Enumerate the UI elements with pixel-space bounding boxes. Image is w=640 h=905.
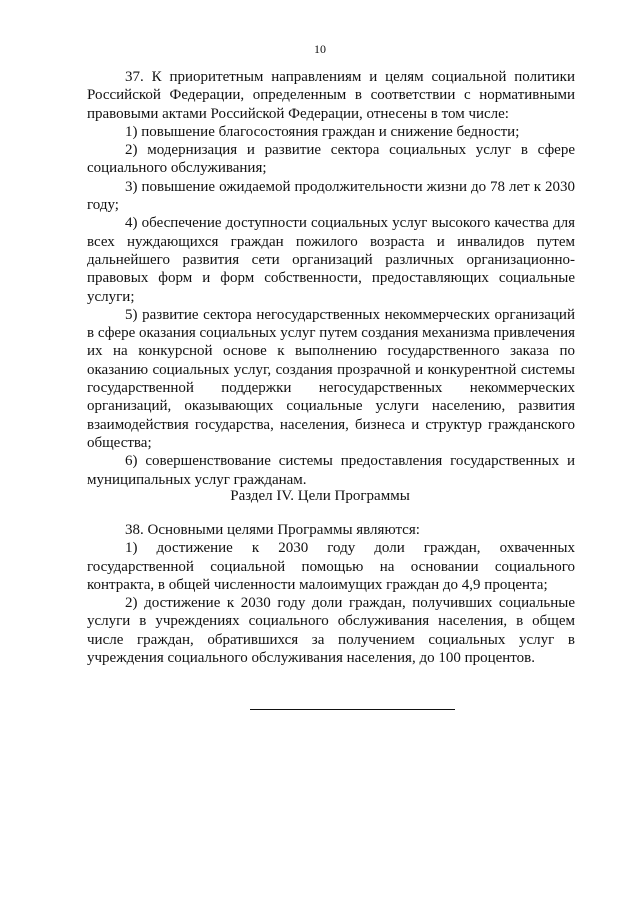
list-item-38-1: 1) достижение к 2030 году доли граждан, охваченных государственной социальной помощью на основании социального контракта, в общей численности малоимущих граждан до 4,9 процента;	[87, 540, 575, 593]
paragraph-38-intro: 38. Основными целями Программы являются:	[125, 522, 420, 538]
section-38-block	[87, 521, 575, 667]
section-heading: Раздел IV. Цели Программы	[230, 488, 410, 504]
list-item-37-2: 2) модернизация и развитие сектора социальных услуг в сфере социального обслуживания;	[87, 142, 575, 177]
list-item-37-5: 5) развитие сектора негосударственных некоммерческих организаций в сфере оказания социальных услуг путем создания механизма привлечения их на конкурсной основе к выполнению государственного заказа по оказанию социальных услуг, создания прозрачной и конкурентной системы государственной поддержки негосударственных некоммерческих организаций, оказывающих социальные услуги населению, развития взаимодействия государства, населения, бизнеса и структур гражданского общества;	[87, 306, 575, 451]
page-number: 10	[314, 42, 326, 56]
end-divider-line	[250, 709, 455, 710]
list-item-37-1: 1) повышение благосостояния граждан и снижение бедности;	[125, 123, 520, 140]
paragraph-37-intro: 37. К приоритетным направлениям и целям социальной политики Российской Федерации, определенным в соответствии с нормативными правовыми актами Российской Федерации, отнесены в том числе:	[87, 69, 575, 122]
list-item-37-6: 6) совершенствование системы предоставления государственных и муниципальных услуг гражданам.	[87, 453, 575, 488]
list-item-37-4: 4) обеспечение доступности социальных услуг высокого качества для всех нуждающихся граждан пожилого возраста и инвалидов путем дальнейшего развития сети организаций различных организационно-правовых форм и форм собственности, предоставляющих социальные услуги;	[87, 215, 575, 305]
list-item-38-2: 2) достижение к 2030 году доли граждан, получивших социальные услуги в учреждениях социального обслуживания населения, в общем числе граждан, обратившихся за получением социальных услуг в учреждения социального обслуживания населения, до 100 процентов.	[87, 595, 575, 667]
list-item-37-3: 3) повышение ожидаемой продолжительности жизни до 78 лет к 2030 году;	[87, 178, 575, 214]
section-37-block	[87, 68, 575, 489]
